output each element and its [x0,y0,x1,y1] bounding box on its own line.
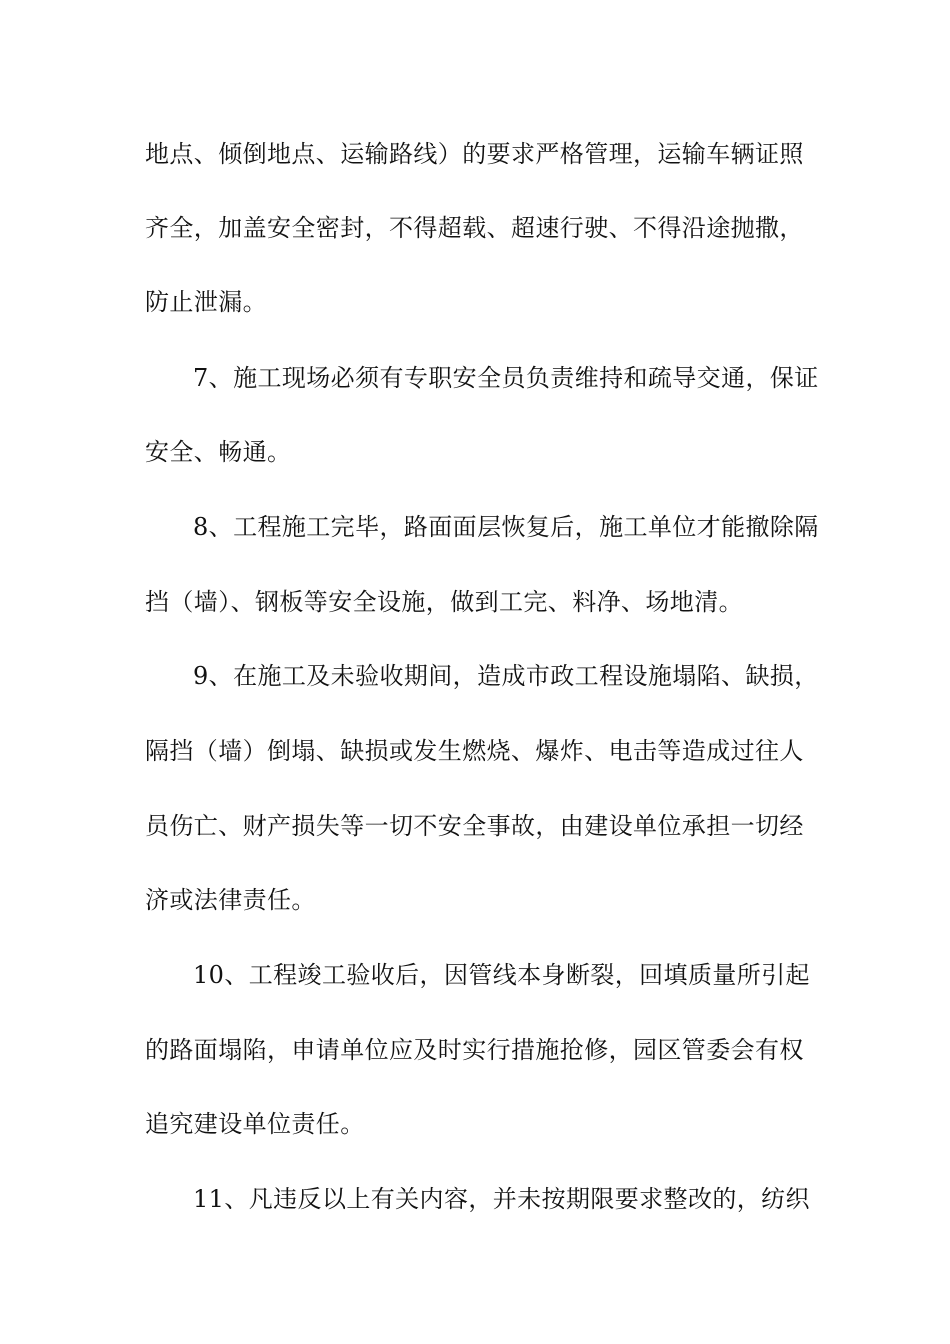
text-line: 齐全，加盖安全密封，不得超载、超速行驶、不得沿途抛撒， [145,214,804,242]
text-line: 追究建设单位责任。 [145,1110,365,1138]
paragraph-8-line: 8、工程施工完毕，路面面层恢复后，施工单位才能撤除隔 [193,513,819,541]
paragraph-9-line: 9、在施工及未验收期间，造成市政工程设施塌陷、缺损， [193,662,819,690]
paragraph-11-line: 11、凡违反以上有关内容，并未按期限要求整改的，纺织 [193,1185,810,1213]
text-line: 安全、畅通。 [145,438,292,466]
paragraph-10-line: 10、工程竣工验收后，因管线本身断裂，回填质量所引起 [193,961,810,989]
text-line: 济或法律责任。 [145,886,316,914]
text-line: 员伤亡、财产损失等一切不安全事故，由建设单位承担一切经 [145,812,804,840]
text-line: 隔挡（墙）倒塌、缺损或发生燃烧、爆炸、电击等造成过往人 [145,737,804,765]
paragraph-7-line: 7、施工现场必须有专职安全员负责维持和疏导交通，保证 [193,364,819,392]
text-line: 防止泄漏。 [145,288,267,316]
text-line: 的路面塌陷，申请单位应及时实行措施抢修，园区管委会有权 [145,1036,804,1064]
text-line: 地点、倾倒地点、运输路线）的要求严格管理，运输车辆证照 [145,140,804,168]
text-line: 挡（墙）、钢板等安全设施，做到工完、料净、场地清。 [145,588,743,616]
